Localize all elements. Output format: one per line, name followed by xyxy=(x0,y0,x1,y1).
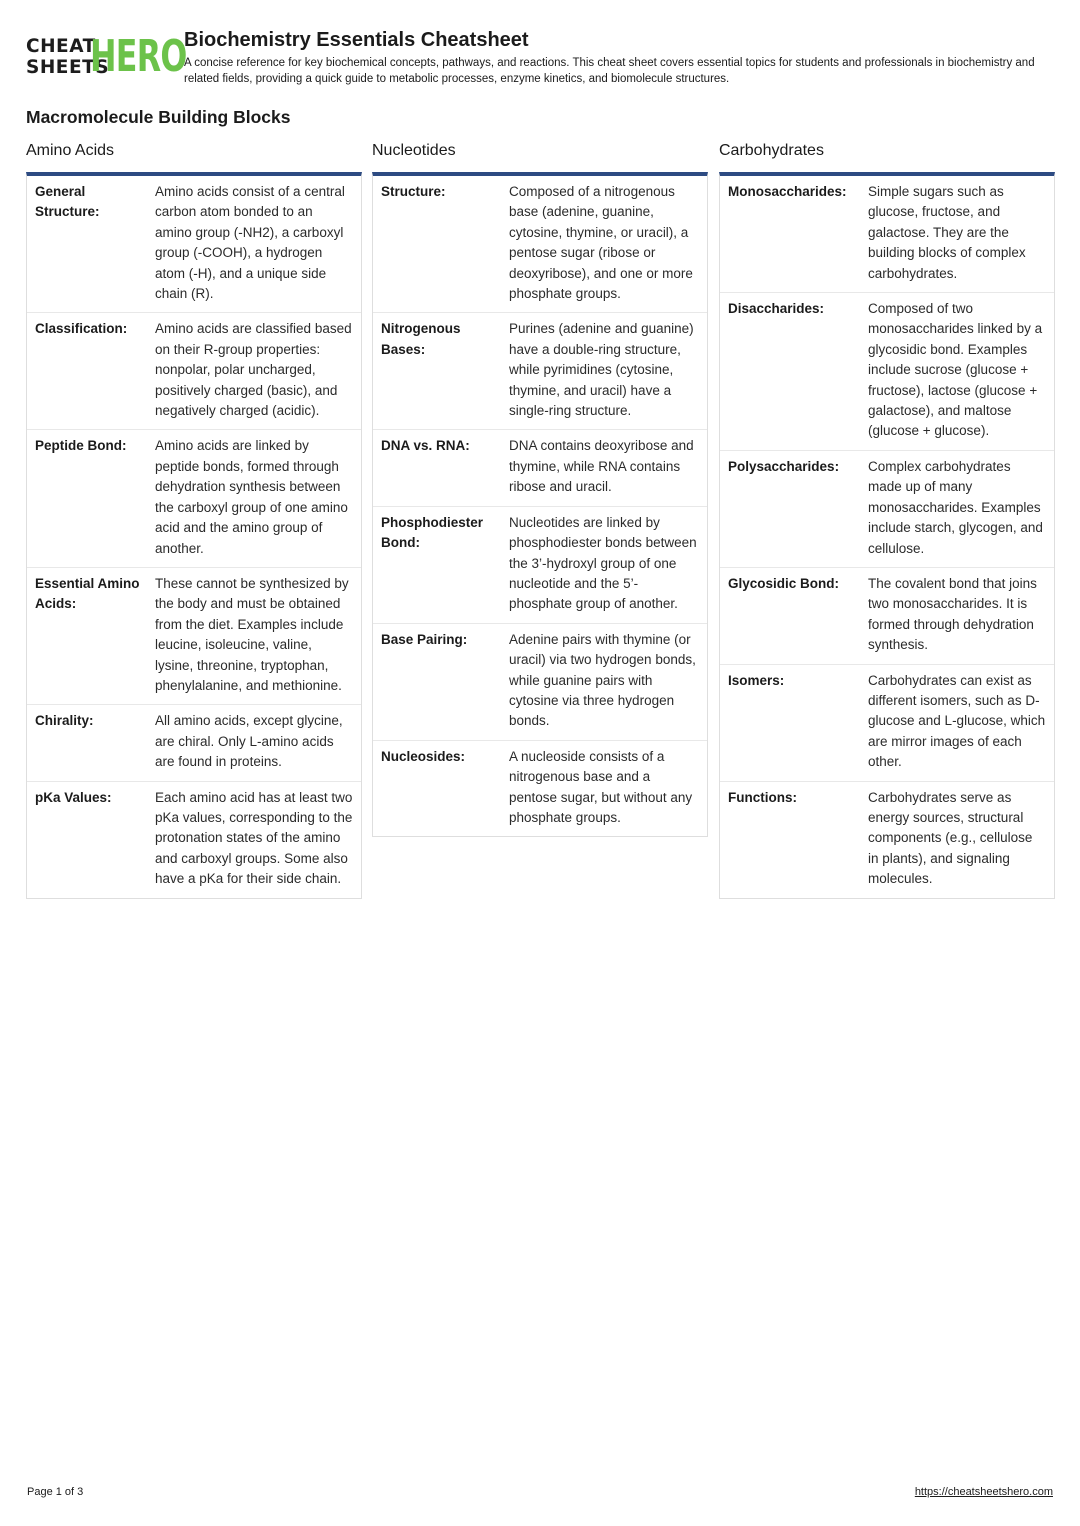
definition: Purines (adenine and guanine) have a double-ring structure, while pyrimidines (cytosine, thymine, and uracil) have a single-ring structure. xyxy=(509,321,694,419)
definition: All amino acids, except glycine, are chiral. Only L-amino acids are found in proteins. xyxy=(155,713,343,770)
term: DNA vs. RNA: xyxy=(381,438,470,454)
term: Base Pairing: xyxy=(381,631,468,647)
column-heading: Amino Acids xyxy=(26,142,115,159)
definition: Each amino acid has at least two pKa values, corresponding to the protonation states of the amino and carboxyl groups. Some also have a pKa for their side chain. xyxy=(155,789,353,887)
term: Functions: xyxy=(728,789,797,805)
definition: Composed of two monosaccharides linked by a glycosidic bond. Examples include sucrose (glucose + fructose), lactose (glucose + galactose), and maltose (glucose + glucose). xyxy=(868,301,1043,439)
column-nucleotides xyxy=(372,141,708,837)
table-row xyxy=(373,624,707,741)
term: Structure: xyxy=(381,184,446,199)
table-row xyxy=(720,568,1054,665)
term: Glycosidic Bond: xyxy=(728,575,840,591)
logo-text-cheat: CHEAT xyxy=(26,36,96,57)
column-heading: Carbohydrates xyxy=(719,142,824,159)
definition-table xyxy=(372,172,708,837)
table-row xyxy=(373,313,707,430)
term: Polysaccharides: xyxy=(728,458,840,474)
term: Monosaccharides: xyxy=(728,184,847,199)
section-title: Macromolecule Building Blocks xyxy=(26,107,291,127)
definition: These cannot be synthesized by the body and must be obtained from the diet. Examples include leucine, isoleucine, valine, lysine, threonine, tryptophan, phenylalanine, and methionine. xyxy=(155,575,349,693)
term: Classification: xyxy=(35,321,128,337)
table-row xyxy=(373,507,707,624)
term: General Structure: xyxy=(35,184,100,220)
logo-text-sheets: SHEETS xyxy=(26,57,110,78)
table-row xyxy=(720,782,1054,898)
table-row xyxy=(27,313,361,430)
page-title: Biochemistry Essentials Cheatsheet xyxy=(184,29,529,51)
definition: Composed of a nitrogenous base (adenine, guanine, cytosine, thymine, or uracil), a pentose sugar (ribose or deoxyribose), and one or more phosphate groups. xyxy=(509,184,693,302)
table-row xyxy=(27,782,361,898)
page-number: Page 1 of 3 xyxy=(27,1486,84,1498)
definition: Amino acids are linked by peptide bonds, formed through dehydration synthesis between the carboxyl group of one amino acid and the amino group of another. xyxy=(155,438,348,556)
term: Nitrogenous Bases: xyxy=(381,321,461,357)
term: pKa Values: xyxy=(35,789,112,805)
term: Isomers: xyxy=(728,672,785,688)
page-header xyxy=(26,28,1056,90)
definition: Amino acids consist of a central carbon atom bonded to an amino group (-NH2), a carboxyl group (-COOH), a hydrogen atom (-H), and a unique side chain (R). xyxy=(155,184,345,302)
logo-text-hero: HERO xyxy=(90,31,187,82)
definition: Simple sugars such as glucose, fructose, and galactose. They are the building blocks of complex carbohydrates. xyxy=(868,184,1026,281)
table-row xyxy=(720,176,1054,293)
definition: Carbohydrates serve as energy sources, structural components (e.g., cellulose in plants), and signaling molecules. xyxy=(868,789,1033,887)
definition: Nucleotides are linked by phosphodiester bonds between the 3’-hydroxyl group of one nucleotide and the 5’-phosphate group of another. xyxy=(509,514,697,612)
table-row xyxy=(27,568,361,705)
term: Chirality: xyxy=(35,713,94,729)
table-row xyxy=(27,705,361,781)
table-row xyxy=(720,293,1054,451)
page-subtitle: A concise reference for key biochemical concepts, pathways, and reactions. This cheat sheet covers essential topics for students and professionals in biochemistry and related fields, providing a quick guide to metabolic processes, enzyme kinetics, and biomolecule structures. xyxy=(184,57,1035,85)
definition: A nucleoside consists of a nitrogenous base and a pentose sugar, but without any phosphate groups. xyxy=(509,748,693,825)
table-row xyxy=(27,430,361,567)
definition-table xyxy=(719,172,1055,899)
definition: Adenine pairs with thymine (or uracil) via two hydrogen bonds, while guanine pairs with cytosine via three hydrogen bonds. xyxy=(509,631,696,729)
table-row xyxy=(373,741,707,837)
term: Peptide Bond: xyxy=(35,438,127,454)
table-row xyxy=(720,665,1054,782)
table-row xyxy=(27,176,361,313)
definition: Amino acids are classified based on their R-group properties: nonpolar, polar uncharged, positively charged (basic), and negatively charged (acidic). xyxy=(155,321,352,419)
cheatsheetshero-logo[interactable] xyxy=(26,31,187,82)
definition: Complex carbohydrates made up of many monosaccharides. Examples include starch, glycogen, and cellulose. xyxy=(868,458,1043,556)
definition: Carbohydrates can exist as different isomers, such as D-glucose and L-glucose, which are mirror images of each other. xyxy=(868,672,1046,770)
term: Disaccharides: xyxy=(728,301,825,317)
table-row xyxy=(373,176,707,313)
column-carbohydrates xyxy=(719,141,1055,899)
definition: DNA contains deoxyribose and thymine, while RNA contains ribose and uracil. xyxy=(509,438,694,495)
table-row xyxy=(720,451,1054,568)
term: Essential Amino Acids: xyxy=(35,575,140,612)
table-row xyxy=(373,430,707,506)
column-amino-acids xyxy=(26,141,362,899)
column-heading: Nucleotides xyxy=(372,142,456,159)
definition-table xyxy=(26,172,362,899)
definition: The covalent bond that joins two monosaccharides. It is formed through dehydration synthesis. xyxy=(868,575,1037,653)
term: Phosphodiester Bond: xyxy=(381,514,484,551)
term: Nucleosides: xyxy=(381,748,466,764)
site-link[interactable]: https://cheatsheetshero.com xyxy=(914,1486,1053,1498)
